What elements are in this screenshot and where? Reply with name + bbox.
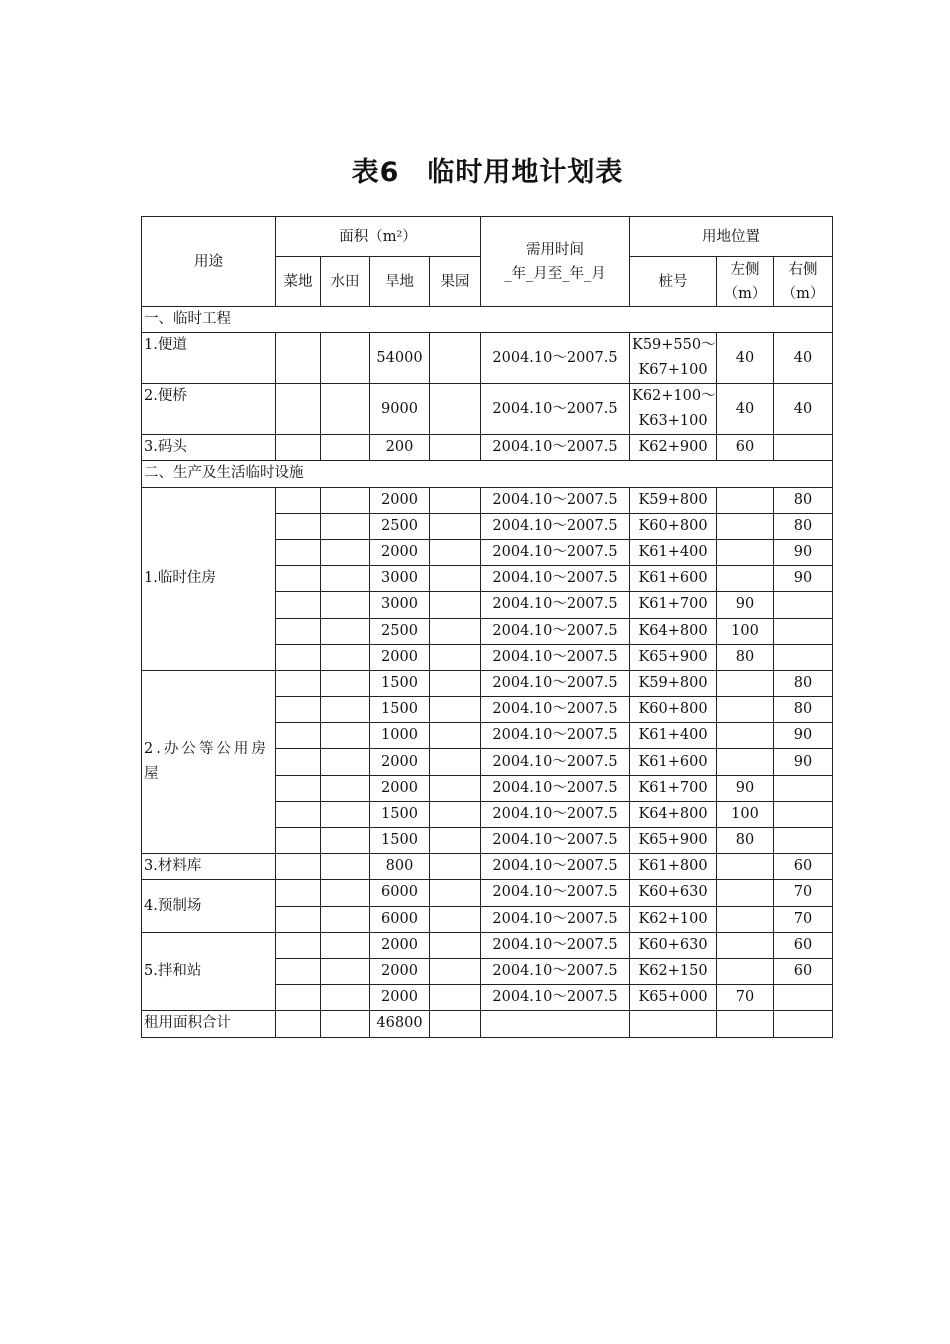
cell-dryland: 3000 (370, 566, 430, 592)
cell-dryland: 200 (370, 435, 430, 461)
cell-vegetable (276, 697, 321, 723)
cell-right (774, 644, 833, 670)
cell-dryland: 1000 (370, 723, 430, 749)
header-right (774, 257, 833, 307)
cell-left: 100 (717, 618, 774, 644)
cell-paddy (321, 723, 370, 749)
cell-orchard (430, 333, 481, 384)
cell-right: 80 (774, 487, 833, 513)
cell-station: K59+800 (630, 487, 717, 513)
cell-right (774, 801, 833, 827)
cell-left (717, 697, 774, 723)
cell-paddy (321, 906, 370, 932)
cell-vegetable (276, 487, 321, 513)
header-left-line1: 左侧 (730, 261, 760, 278)
cell-orchard (430, 854, 481, 880)
cell-orchard (430, 670, 481, 696)
group-name: 3.材料库 (142, 854, 276, 880)
table-row (142, 880, 833, 906)
cell-left (717, 513, 774, 539)
cell-vegetable (276, 1011, 321, 1037)
cell-vegetable (276, 854, 321, 880)
cell-left: 80 (717, 644, 774, 670)
table-row (142, 854, 833, 880)
cell-paddy (321, 697, 370, 723)
cell-dryland: 6000 (370, 880, 430, 906)
cell-paddy (321, 985, 370, 1011)
cell-orchard (430, 539, 481, 565)
cell-paddy (321, 854, 370, 880)
cell-vegetable (276, 880, 321, 906)
cell-orchard (430, 880, 481, 906)
cell-vegetable (276, 828, 321, 854)
cell-left: 90 (717, 592, 774, 618)
cell-station: K62+900 (630, 435, 717, 461)
cell-left (717, 566, 774, 592)
cell-time: 2004.10～2007.5 (481, 828, 630, 854)
cell-dryland: 2500 (370, 513, 430, 539)
cell-paddy (321, 566, 370, 592)
station-end: K63+100 (638, 413, 708, 430)
cell-right: 60 (774, 958, 833, 984)
cell-orchard (430, 697, 481, 723)
cell-time: 2004.10～2007.5 (481, 697, 630, 723)
cell-orchard (430, 801, 481, 827)
cell-paddy (321, 958, 370, 984)
group-name: 5.拌和站 (142, 932, 276, 1011)
cell-orchard (430, 435, 481, 461)
cell-orchard (430, 644, 481, 670)
cell-left (717, 749, 774, 775)
cell-dryland: 2000 (370, 775, 430, 801)
cell-right: 90 (774, 566, 833, 592)
header-paddy: 水田 (321, 257, 370, 307)
group-name: 1.临时住房 (142, 487, 276, 670)
cell-paddy (321, 618, 370, 644)
cell-orchard (430, 932, 481, 958)
cell-time: 2004.10～2007.5 (481, 592, 630, 618)
cell-vegetable (276, 513, 321, 539)
cell-vegetable (276, 618, 321, 644)
cell-dryland: 1500 (370, 828, 430, 854)
cell-left (717, 670, 774, 696)
cell-right (774, 985, 833, 1011)
cell-time: 2004.10～2007.5 (481, 880, 630, 906)
cell-time: 2004.10～2007.5 (481, 985, 630, 1011)
cell-orchard (430, 592, 481, 618)
cell-station: K65+000 (630, 985, 717, 1011)
header-right-line2: （m） (781, 285, 825, 302)
cell-left (717, 958, 774, 984)
cell-paddy (321, 932, 370, 958)
cell-paddy (321, 384, 370, 435)
station-start: K62+100～ (632, 388, 716, 405)
cell-left: 60 (717, 435, 774, 461)
cell-vegetable (276, 670, 321, 696)
cell-orchard (430, 723, 481, 749)
header-purpose: 用途 (142, 217, 276, 307)
cell-right: 60 (774, 854, 833, 880)
cell-station: K60+800 (630, 513, 717, 539)
cell-right: 90 (774, 539, 833, 565)
cell-dryland: 1500 (370, 697, 430, 723)
cell-station (630, 1011, 717, 1037)
cell-time: 2004.10～2007.5 (481, 566, 630, 592)
cell-station: K61+400 (630, 723, 717, 749)
section-temp-works: 一、临时工程 (142, 307, 833, 333)
cell-station: K62+100 (630, 906, 717, 932)
cell-paddy (321, 513, 370, 539)
cell-time: 2004.10～2007.5 (481, 854, 630, 880)
cell-paddy (321, 539, 370, 565)
cell-time: 2004.10～2007.5 (481, 333, 630, 384)
cell-time: 2004.10～2007.5 (481, 801, 630, 827)
cell-left: 40 (717, 333, 774, 384)
cell-station: K59+800 (630, 670, 717, 696)
header-area: 面积（m²） (276, 217, 481, 257)
group-name: 4.预制场 (142, 880, 276, 932)
section-facilities: 二、生产及生活临时设施 (142, 461, 833, 487)
row-name: 2.便桥 (142, 384, 276, 435)
cell-station: K61+600 (630, 566, 717, 592)
cell-paddy (321, 644, 370, 670)
cell-left (717, 539, 774, 565)
cell-dryland: 2000 (370, 487, 430, 513)
cell-station: K64+800 (630, 618, 717, 644)
row-name: 3.码头 (142, 435, 276, 461)
station-end: K67+100 (638, 362, 708, 379)
station-start: K59+550～ (632, 337, 716, 354)
header-orchard: 果园 (430, 257, 481, 307)
cell-station: K61+700 (630, 775, 717, 801)
cell-vegetable (276, 539, 321, 565)
cell-time: 2004.10～2007.5 (481, 487, 630, 513)
row-name: 1.便道 (142, 333, 276, 384)
cell-dryland: 2000 (370, 539, 430, 565)
cell-right: 60 (774, 932, 833, 958)
cell-dryland: 1500 (370, 670, 430, 696)
header-dryland: 旱地 (370, 257, 430, 307)
header-time (481, 217, 630, 307)
cell-paddy (321, 749, 370, 775)
cell-vegetable (276, 775, 321, 801)
cell-orchard (430, 958, 481, 984)
cell-vegetable (276, 906, 321, 932)
cell-station: K65+900 (630, 644, 717, 670)
cell-paddy (321, 670, 370, 696)
cell-paddy (321, 1011, 370, 1037)
cell-left: 100 (717, 801, 774, 827)
cell-station: K62+150 (630, 958, 717, 984)
table-row (142, 670, 833, 696)
cell-right (774, 1011, 833, 1037)
cell-dryland: 2500 (370, 618, 430, 644)
cell-vegetable (276, 333, 321, 384)
cell-dryland: 1500 (370, 801, 430, 827)
cell-vegetable (276, 723, 321, 749)
cell-left: 40 (717, 384, 774, 435)
cell-time: 2004.10～2007.5 (481, 775, 630, 801)
cell-paddy (321, 828, 370, 854)
header-vegetable: 菜地 (276, 257, 321, 307)
cell-orchard (430, 906, 481, 932)
cell-right (774, 775, 833, 801)
cell-vegetable (276, 985, 321, 1011)
cell-orchard (430, 985, 481, 1011)
cell-left (717, 932, 774, 958)
header-station: 桩号 (630, 257, 717, 307)
cell-right: 40 (774, 384, 833, 435)
cell-dryland: 2000 (370, 932, 430, 958)
cell-station: K61+400 (630, 539, 717, 565)
cell-time: 2004.10～2007.5 (481, 618, 630, 644)
cell-dryland: 2000 (370, 749, 430, 775)
cell-right: 80 (774, 697, 833, 723)
page-title: 表6 临时用地计划表 (351, 157, 624, 188)
cell-vegetable (276, 566, 321, 592)
cell-station: K61+800 (630, 854, 717, 880)
cell-left (717, 854, 774, 880)
cell-time: 2004.10～2007.5 (481, 435, 630, 461)
cell-station (630, 384, 717, 435)
cell-paddy (321, 801, 370, 827)
cell-dryland: 800 (370, 854, 430, 880)
cell-right: 90 (774, 723, 833, 749)
cell-paddy (321, 880, 370, 906)
cell-right: 70 (774, 880, 833, 906)
cell-time: 2004.10～2007.5 (481, 539, 630, 565)
header-time-line2: _年_月至_年_月 (504, 265, 606, 282)
cell-paddy (321, 435, 370, 461)
cell-station: K60+630 (630, 880, 717, 906)
cell-station: K61+600 (630, 749, 717, 775)
group-name: 2.办公等公用房屋 (142, 670, 276, 853)
cell-vegetable (276, 932, 321, 958)
cell-vegetable (276, 435, 321, 461)
cell-right: 40 (774, 333, 833, 384)
cell-time: 2004.10～2007.5 (481, 932, 630, 958)
cell-right (774, 618, 833, 644)
cell-right: 90 (774, 749, 833, 775)
cell-station: K64+800 (630, 801, 717, 827)
cell-right: 80 (774, 513, 833, 539)
cell-dryland: 6000 (370, 906, 430, 932)
cell-dryland: 54000 (370, 333, 430, 384)
cell-dryland: 2000 (370, 958, 430, 984)
cell-orchard (430, 1011, 481, 1037)
cell-orchard (430, 749, 481, 775)
cell-right (774, 592, 833, 618)
header-time-line1: 需用时间 (526, 241, 584, 258)
cell-station: K65+900 (630, 828, 717, 854)
cell-orchard (430, 618, 481, 644)
cell-time: 2004.10～2007.5 (481, 670, 630, 696)
cell-left (717, 487, 774, 513)
cell-vegetable (276, 592, 321, 618)
table-row (142, 932, 833, 958)
cell-orchard (430, 775, 481, 801)
cell-dryland: 2000 (370, 985, 430, 1011)
cell-right (774, 435, 833, 461)
cell-orchard (430, 384, 481, 435)
cell-time (481, 1011, 630, 1037)
cell-time: 2004.10～2007.5 (481, 958, 630, 984)
cell-time: 2004.10～2007.5 (481, 749, 630, 775)
cell-orchard (430, 566, 481, 592)
cell-right: 70 (774, 906, 833, 932)
header-left (717, 257, 774, 307)
cell-left: 80 (717, 828, 774, 854)
cell-vegetable (276, 749, 321, 775)
cell-vegetable (276, 384, 321, 435)
cell-time: 2004.10～2007.5 (481, 723, 630, 749)
cell-time: 2004.10～2007.5 (481, 644, 630, 670)
cell-orchard (430, 487, 481, 513)
table-row (142, 487, 833, 513)
cell-paddy (321, 487, 370, 513)
cell-right (774, 828, 833, 854)
total-label: 租用面积合计 (142, 1011, 276, 1037)
header-right-line1: 右侧 (788, 261, 818, 278)
cell-time: 2004.10～2007.5 (481, 906, 630, 932)
cell-orchard (430, 513, 481, 539)
cell-paddy (321, 775, 370, 801)
cell-left: 90 (717, 775, 774, 801)
cell-right: 80 (774, 670, 833, 696)
cell-vegetable (276, 801, 321, 827)
cell-left (717, 880, 774, 906)
cell-dryland: 3000 (370, 592, 430, 618)
cell-left (717, 1011, 774, 1037)
cell-paddy (321, 333, 370, 384)
cell-left (717, 723, 774, 749)
cell-vegetable (276, 958, 321, 984)
cell-station (630, 333, 717, 384)
cell-dryland: 9000 (370, 384, 430, 435)
cell-dryland: 2000 (370, 644, 430, 670)
land-use-table (141, 216, 833, 1038)
total-dryland: 46800 (370, 1011, 430, 1037)
cell-time: 2004.10～2007.5 (481, 513, 630, 539)
cell-orchard (430, 828, 481, 854)
cell-station: K60+800 (630, 697, 717, 723)
cell-left: 70 (717, 985, 774, 1011)
cell-paddy (321, 592, 370, 618)
cell-left (717, 906, 774, 932)
cell-time: 2004.10～2007.5 (481, 384, 630, 435)
cell-station: K61+700 (630, 592, 717, 618)
cell-station: K60+630 (630, 932, 717, 958)
header-left-line2: （m） (723, 285, 767, 302)
header-location: 用地位置 (630, 217, 833, 257)
cell-vegetable (276, 644, 321, 670)
